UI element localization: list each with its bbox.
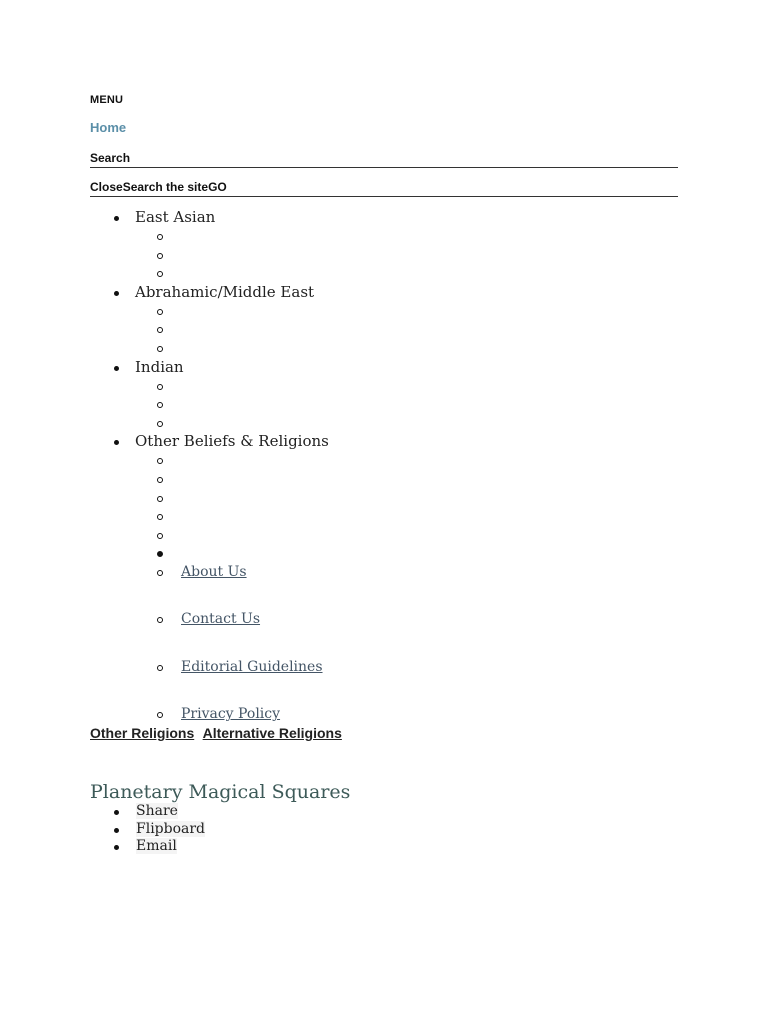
- nav-item-east-asian[interactable]: [90, 208, 690, 283]
- footer-link-item: [160, 563, 690, 611]
- nav-item-other-beliefs[interactable]: [90, 432, 690, 729]
- submenu-item: [160, 489, 690, 508]
- submenu-item: [160, 302, 690, 321]
- share-item: [90, 803, 390, 821]
- search-label[interactable]: Search: [90, 151, 131, 165]
- breadcrumb-other-religions[interactable]: Other Religions: [90, 725, 195, 741]
- search-toggle[interactable]: [90, 151, 678, 168]
- submenu-item: [160, 414, 690, 433]
- nav-submenu: [160, 451, 690, 729]
- submenu-item: [160, 377, 690, 396]
- share-item: [90, 821, 390, 839]
- nav-item-indian[interactable]: [90, 358, 690, 433]
- privacy-policy-link[interactable]: Privacy Policy: [181, 706, 281, 723]
- search-input[interactable]: Search the site: [122, 180, 209, 194]
- nav-item-label[interactable]: Other Beliefs & Religions: [135, 432, 329, 451]
- submenu-item: [160, 320, 690, 339]
- submenu-item: [160, 395, 690, 414]
- search-form: [90, 180, 678, 197]
- email-button[interactable]: Email: [136, 838, 177, 854]
- nav-submenu: [160, 302, 690, 358]
- submenu-item: [160, 470, 690, 489]
- nav-item-label[interactable]: Abrahamic/Middle East: [135, 282, 315, 301]
- submenu-item: [160, 451, 690, 470]
- submenu-item: [160, 264, 690, 283]
- submenu-item: [160, 339, 690, 358]
- category-nav: [90, 208, 690, 729]
- search-go-button[interactable]: GO: [208, 180, 227, 194]
- submenu-item: [160, 544, 690, 563]
- submenu-item: [160, 227, 690, 246]
- contact-us-link[interactable]: Contact Us: [181, 611, 261, 628]
- flipboard-button[interactable]: Flipboard: [136, 820, 206, 837]
- breadcrumb: [90, 725, 347, 741]
- nav-submenu: [160, 377, 690, 433]
- nav-item-label[interactable]: Indian: [135, 357, 184, 376]
- close-search-button[interactable]: Close: [90, 180, 123, 194]
- submenu-item: [160, 246, 690, 265]
- page-title: Planetary Magical Squares: [90, 781, 351, 803]
- share-button[interactable]: Share: [136, 803, 178, 819]
- submenu-item: [160, 526, 690, 545]
- nav-item-label[interactable]: East Asian: [135, 208, 216, 226]
- share-list: [90, 803, 390, 856]
- about-us-link[interactable]: About Us: [181, 563, 247, 580]
- footer-link-item: [160, 610, 690, 658]
- editorial-guidelines-link[interactable]: Editorial Guidelines: [181, 658, 323, 675]
- share-item: [90, 838, 390, 856]
- submenu-item: [160, 507, 690, 526]
- home-link[interactable]: Home: [90, 120, 127, 135]
- menu-label[interactable]: MENU: [90, 94, 124, 106]
- breadcrumb-alternative-religions[interactable]: Alternative Religions: [202, 725, 342, 741]
- footer-link-item: [160, 658, 690, 706]
- nav-item-abrahamic-middle-east[interactable]: [90, 283, 690, 358]
- nav-submenu: [160, 227, 690, 283]
